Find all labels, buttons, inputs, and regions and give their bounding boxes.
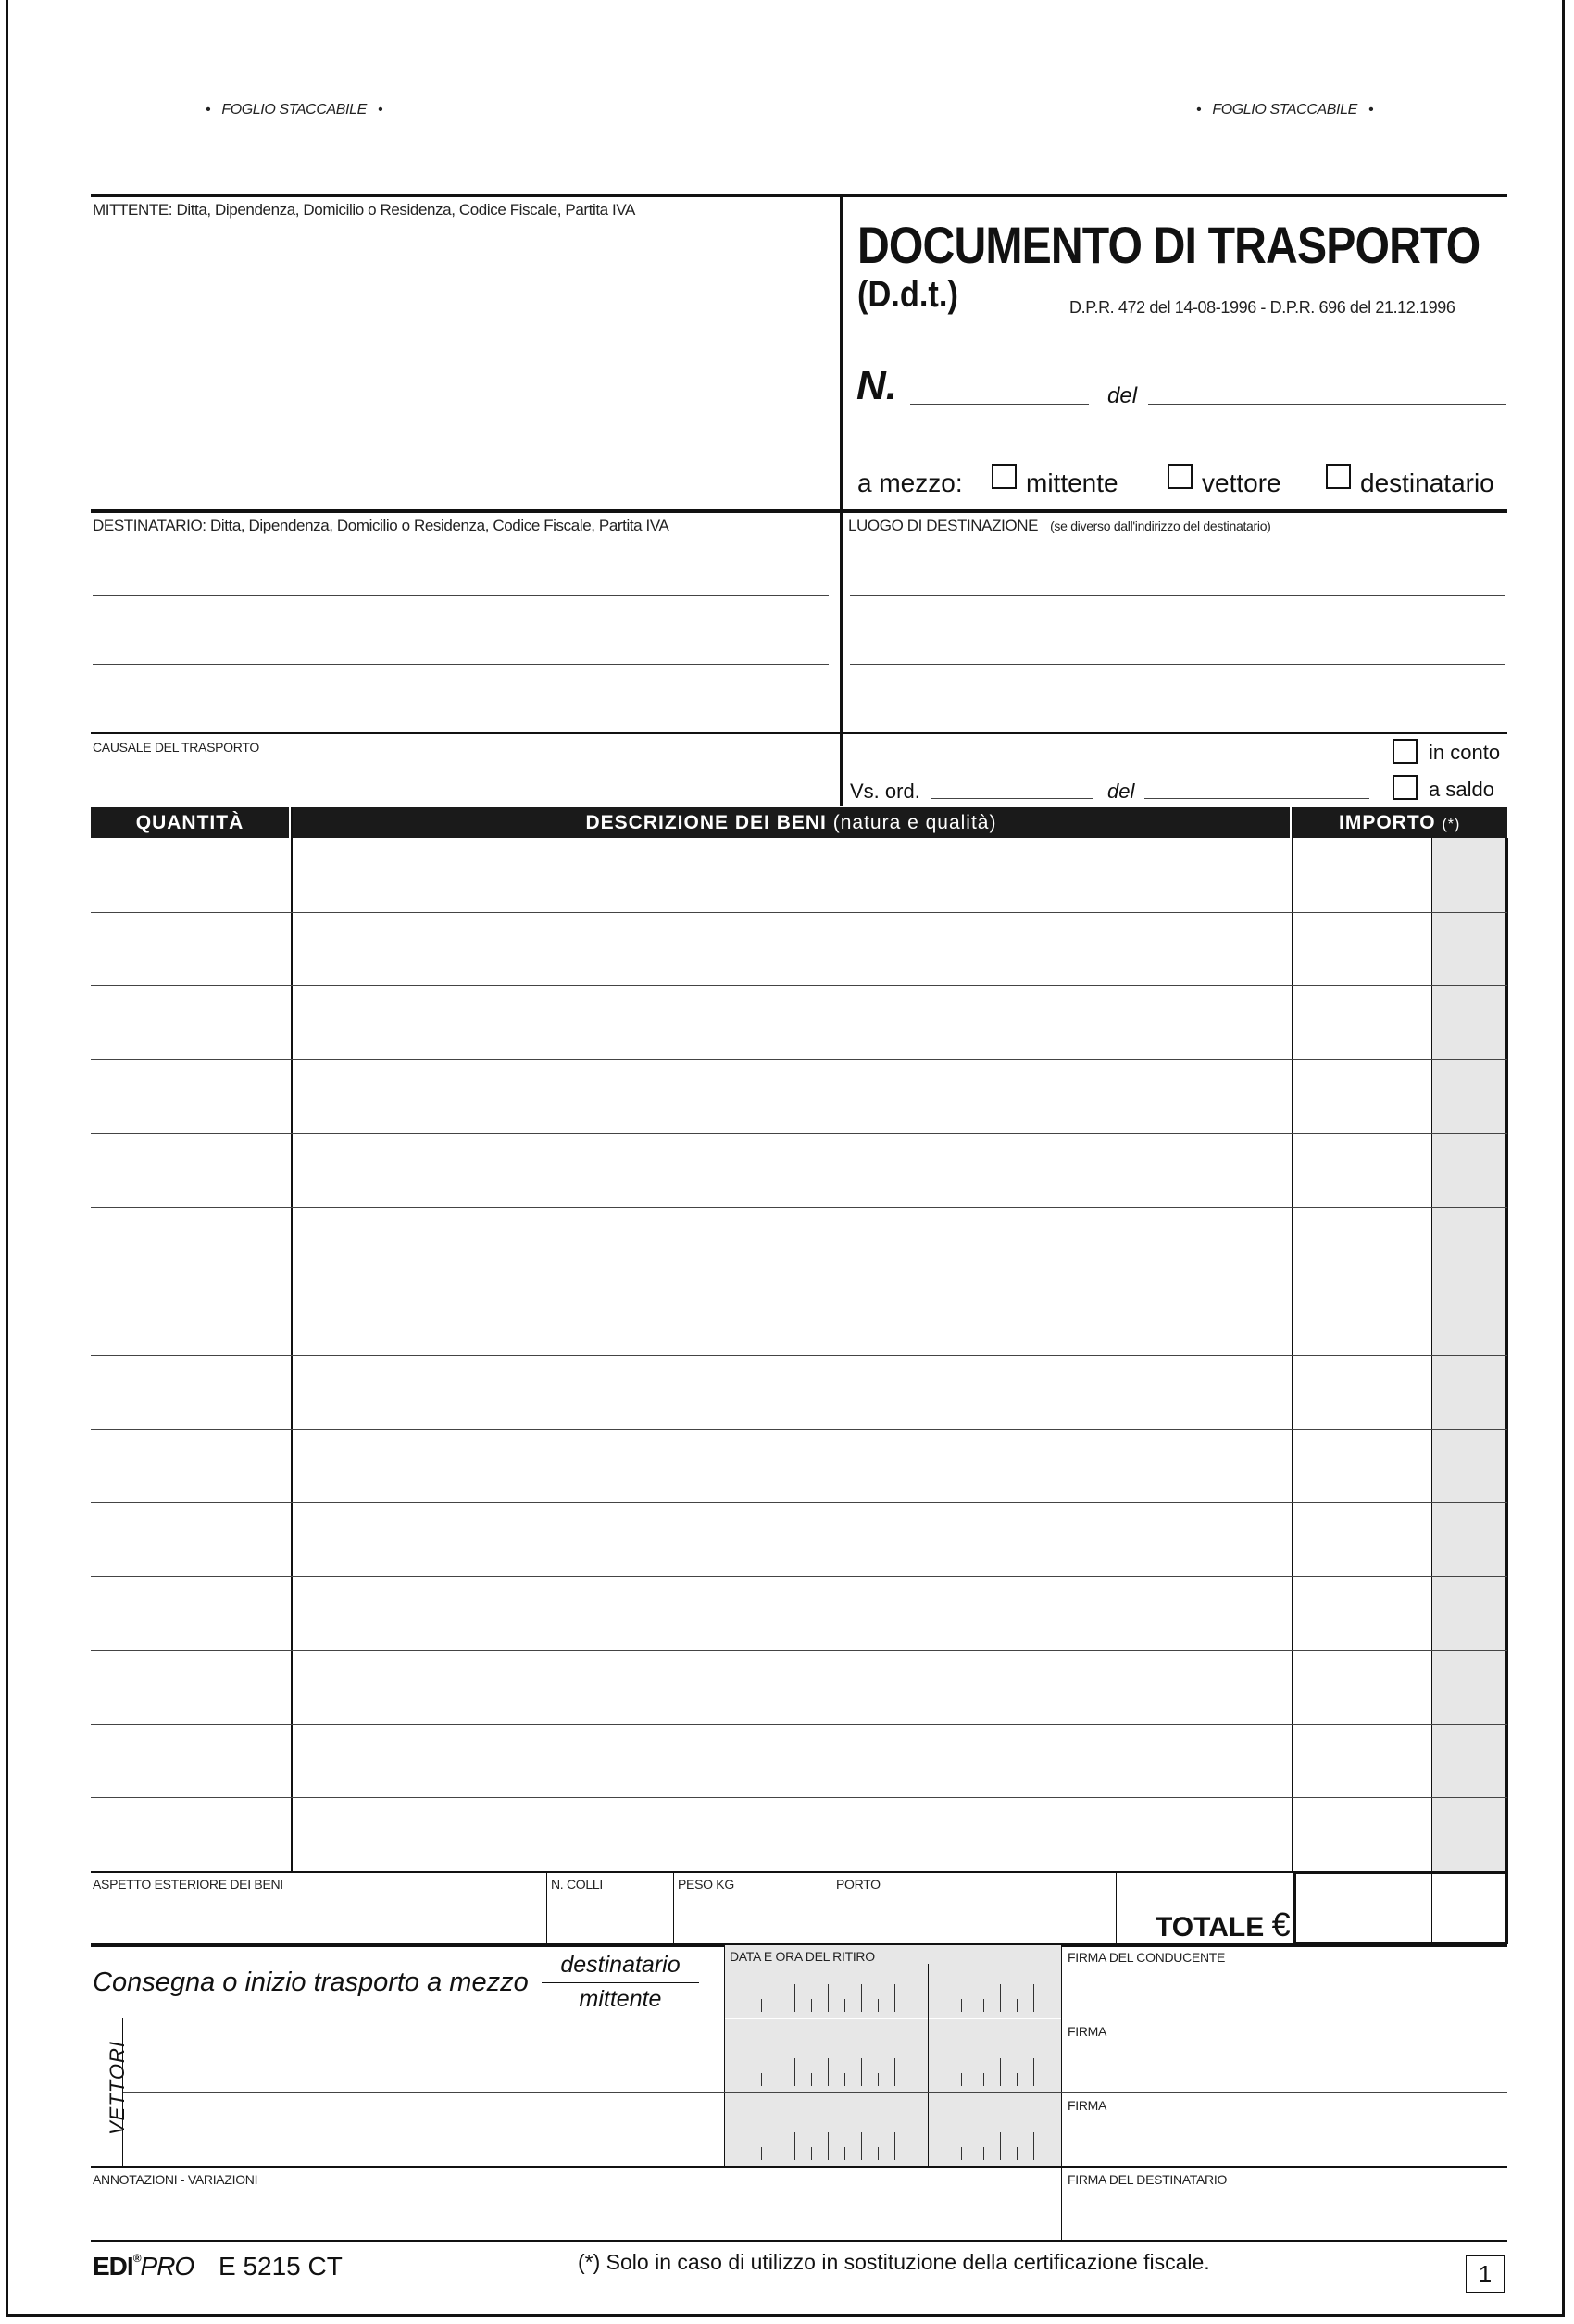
- table-row[interactable]: [91, 1650, 1507, 1724]
- pickup-tick: [1017, 2073, 1018, 2086]
- means-option-destinatario: destinatario: [1360, 469, 1494, 497]
- means-option-vettore: vettore: [1202, 469, 1281, 497]
- table-row[interactable]: [91, 1207, 1507, 1281]
- in-conto-label: in conto: [1429, 741, 1501, 764]
- destination-note: (se diverso dall'indirizzo del destinatario): [1050, 519, 1271, 533]
- document-subtitle: (D.d.t.): [857, 274, 958, 315]
- document-number-field[interactable]: [910, 404, 1089, 405]
- pickup-tick: [983, 1999, 984, 2012]
- detach-marker-left: • FOGLIO STACCABILE •: [206, 102, 383, 118]
- pickup-tick: [828, 1984, 829, 2012]
- table-row[interactable]: [91, 1133, 1507, 1207]
- delivery-fraction-line: [542, 1982, 699, 1983]
- rule-notes: [91, 2166, 1507, 2168]
- table-row[interactable]: [91, 912, 1507, 986]
- divider-packages: [546, 1871, 547, 1944]
- pickup-tick: [811, 2073, 812, 2086]
- pickup-tick: [894, 1984, 895, 2012]
- pickup-tick: [794, 2132, 795, 2160]
- pickup-tick: [878, 2147, 879, 2160]
- driver-signature-label: FIRMA DEL CONDUCENTE: [1068, 1950, 1226, 1965]
- recipient-label: DESTINATARIO: Ditta, Dipendenza, Domicilio o Residenza, Codice Fiscale, Partita IVA: [93, 517, 669, 534]
- pickup-tick: [761, 1999, 762, 2012]
- table-row[interactable]: [91, 838, 1507, 912]
- document-date-field[interactable]: [1148, 404, 1506, 405]
- detach-marker-right: • FOGLIO STACCABILE •: [1196, 102, 1374, 118]
- carriers-label: VETTORI: [106, 2041, 129, 2135]
- pickup-tick: [1017, 1999, 1018, 2012]
- recipient-signature-divider: [1061, 2166, 1062, 2240]
- delivery-option-destinatario: destinatario: [560, 1952, 681, 1978]
- page-number: 1: [1478, 2260, 1493, 2288]
- recipient-signature-label: FIRMA DEL DESTINATARIO: [1068, 2172, 1228, 2187]
- pickup-tick: [1000, 2132, 1001, 2160]
- pickup-cell-row2[interactable]: [724, 2019, 1061, 2092]
- pickup-cell-row3[interactable]: [724, 2093, 1061, 2166]
- law-reference: D.P.R. 472 del 14-08-1996 - D.P.R. 696 del 21.12.1996: [1069, 298, 1455, 317]
- delivery-label: Consegna o inizio trasporto a mezzo: [93, 1968, 529, 1997]
- pickup-label: DATA E ORA DEL RITIRO: [730, 1949, 875, 1964]
- divider-total: [1116, 1871, 1117, 1944]
- destination-line-2[interactable]: [850, 664, 1505, 665]
- table-row[interactable]: [91, 1502, 1507, 1576]
- total-amount-box[interactable]: [1293, 1871, 1507, 1944]
- destination-title: LUOGO DI DESTINAZIONE: [848, 517, 1039, 534]
- rule-reason: [91, 732, 1507, 734]
- pickup-tick: [844, 2147, 845, 2160]
- pickup-tick: [828, 2132, 829, 2160]
- page-number-box: [1466, 2255, 1505, 2293]
- pickup-left-border: [724, 1943, 725, 2166]
- destination-line-1[interactable]: [850, 595, 1505, 596]
- checkbox-a-saldo[interactable]: [1393, 775, 1418, 800]
- pickup-tick: [894, 2132, 895, 2160]
- table-row[interactable]: [91, 1281, 1507, 1355]
- pickup-tick: [961, 2073, 962, 2086]
- pickup-tick: [1017, 2147, 1018, 2160]
- recipient-line-2[interactable]: [93, 664, 829, 665]
- divider-weight: [673, 1871, 674, 1944]
- notes-label: ANNOTAZIONI - VARIAZIONI: [93, 2172, 258, 2187]
- pickup-tick: [844, 2073, 845, 2086]
- pickup-tick: [878, 2073, 879, 2086]
- delivery-option-mittente: mittente: [579, 1986, 662, 2012]
- means-option-mittente: mittente: [1026, 469, 1118, 497]
- pickup-tick: [861, 2132, 862, 2160]
- pickup-tick: [811, 2147, 812, 2160]
- pickup-tick: [1033, 2132, 1034, 2160]
- document-number-label: N.: [856, 363, 897, 408]
- pickup-middle-divider: [928, 1964, 929, 2166]
- pickup-tick: [878, 1999, 879, 2012]
- table-row[interactable]: [91, 1724, 1507, 1798]
- pickup-tick: [983, 2073, 984, 2086]
- appearance-label: ASPETTO ESTERIORE DEI BENI: [93, 1877, 283, 1892]
- checkbox-in-conto[interactable]: [1393, 739, 1418, 764]
- pickup-tick: [794, 1984, 795, 2012]
- checkbox-vettore[interactable]: [1168, 464, 1193, 489]
- sender-label: MITTENTE: Ditta, Dipendenza, Domicilio o Residenza, Codice Fiscale, Partita IVA: [93, 201, 635, 219]
- table-row[interactable]: [91, 1576, 1507, 1650]
- brand-logo: EDI®PRO: [93, 2252, 194, 2280]
- pickup-tick: [894, 2058, 895, 2086]
- order-date-field[interactable]: [1144, 798, 1369, 799]
- rule-carrier-2: [122, 2092, 1507, 2093]
- pickup-tick: [844, 1999, 845, 2012]
- order-number-field[interactable]: [931, 798, 1093, 799]
- a-saldo-label: a saldo: [1429, 778, 1494, 801]
- pickup-tick: [1033, 2058, 1034, 2086]
- pickup-tick: [1033, 1984, 1034, 2012]
- carrier-2-signature-label: FIRMA: [1068, 2098, 1107, 2113]
- pickup-tick: [1000, 1984, 1001, 2012]
- rule-bottom: [91, 2240, 1507, 2242]
- pickup-tick: [761, 2073, 762, 2086]
- table-row[interactable]: [91, 1355, 1507, 1429]
- checkbox-mittente[interactable]: [992, 464, 1017, 489]
- order-date-label: del: [1107, 780, 1135, 803]
- divider-header-vertical: [840, 194, 843, 806]
- document-title: DOCUMENTO DI TRASPORTO: [857, 216, 1480, 274]
- pickup-tick: [1000, 2058, 1001, 2086]
- pickup-tick: [961, 2147, 962, 2160]
- table-row[interactable]: [91, 1797, 1507, 1871]
- port-label: PORTO: [836, 1877, 881, 1892]
- means-label: a mezzo:: [857, 469, 963, 497]
- pickup-tick: [794, 2058, 795, 2086]
- weight-label: PESO KG: [678, 1877, 734, 1892]
- pickup-tick: [761, 2147, 762, 2160]
- pickup-tick: [983, 2147, 984, 2160]
- pickup-tick: [961, 1999, 962, 2012]
- carrier-1-signature-label: FIRMA: [1068, 2024, 1107, 2039]
- table-row[interactable]: [91, 1059, 1507, 1133]
- table-row[interactable]: [91, 985, 1507, 1059]
- transport-reason-label: CAUSALE DEL TRASPORTO: [93, 740, 259, 755]
- rule-recipient: [91, 509, 1507, 513]
- table-row[interactable]: [91, 1429, 1507, 1503]
- recipient-line-1[interactable]: [93, 595, 829, 596]
- rule-top: [91, 194, 1507, 197]
- pickup-tick: [828, 2058, 829, 2086]
- product-code: E 5215 CT: [219, 2252, 343, 2280]
- packages-label: N. COLLI: [551, 1877, 603, 1892]
- order-label: Vs. ord.: [850, 780, 920, 803]
- pickup-tick: [861, 1984, 862, 2012]
- pickup-tick: [811, 1999, 812, 2012]
- footnote: (*) Solo in caso di utilizzo in sostituzione della certificazione fiscale.: [578, 2250, 1210, 2274]
- document-date-label: del: [1107, 383, 1138, 408]
- description-column-title: DESCRIZIONE DEI BENI (natura e qualità): [585, 812, 997, 833]
- quantity-column-title: QUANTITÀ: [135, 812, 244, 833]
- destination-label: [848, 517, 1271, 535]
- pickup-tick: [861, 2058, 862, 2086]
- checkbox-destinatario[interactable]: [1326, 464, 1351, 489]
- amount-column-title: IMPORTO (*): [1339, 812, 1461, 833]
- total-label: TOTALE €: [1156, 1905, 1291, 1943]
